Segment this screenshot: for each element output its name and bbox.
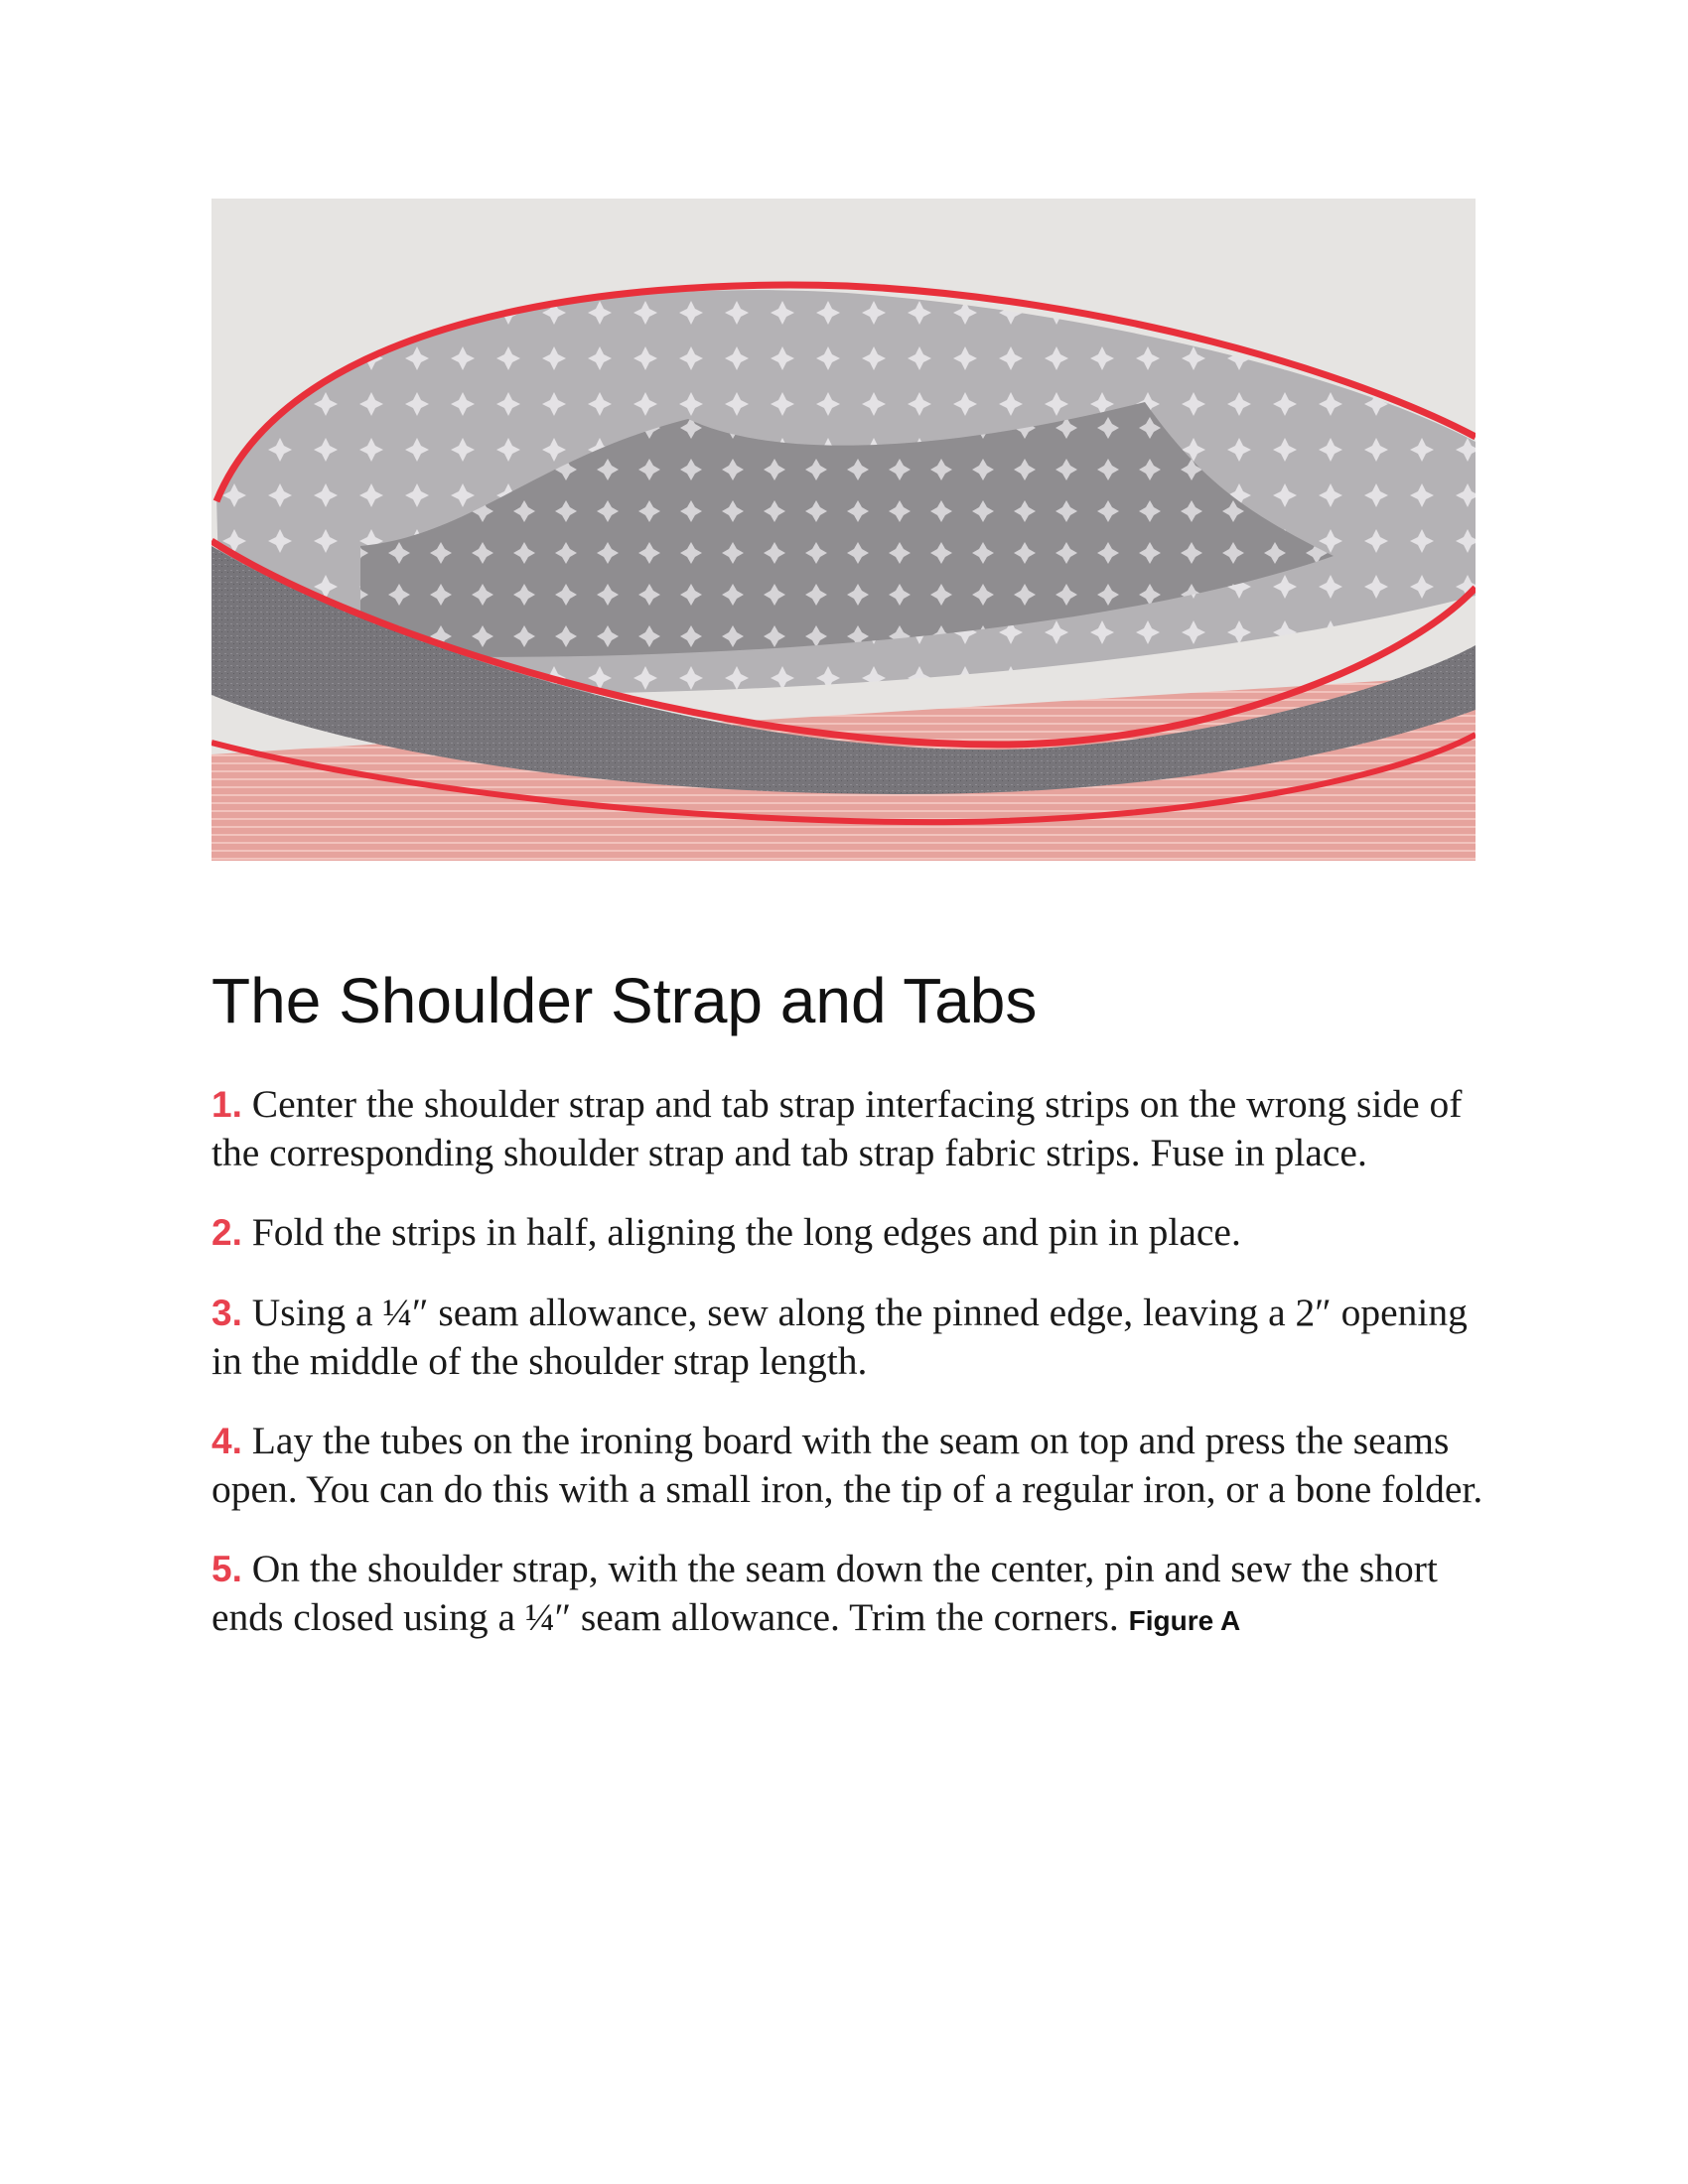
step-1 xyxy=(211,1080,1492,1176)
step-text: Fold the strips in half, aligning the long edges and pin in place. xyxy=(241,1210,1241,1254)
step-4 xyxy=(211,1417,1492,1513)
step-text: Using a ¼″ seam allowance, sew along the pinned edge, leaving a 2″ opening in the middle of the shoulder strap length. xyxy=(211,1291,1468,1383)
step-number: 2. xyxy=(211,1212,242,1253)
step-number: 3. xyxy=(211,1293,242,1333)
step-number: 1. xyxy=(211,1084,242,1125)
step-number: 5. xyxy=(211,1549,242,1589)
step-text: Lay the tubes on the ironing board with the seam on top and press the seams open. You can do this with a small iron, the tip of a regular iron, or a bone folder. xyxy=(211,1419,1483,1511)
bag-interior-photo xyxy=(211,199,1476,861)
step-2 xyxy=(211,1208,1492,1257)
step-text: On the shoulder strap, with the seam down the center, pin and sew the short ends closed using a ¼″ seam allowance. Trim the corners. xyxy=(211,1547,1438,1639)
section-heading: The Shoulder Strap and Tabs xyxy=(211,965,1038,1036)
step-number: 4. xyxy=(211,1421,242,1461)
instruction-list xyxy=(211,1080,1492,1677)
step-5 xyxy=(211,1545,1492,1645)
step-3 xyxy=(211,1289,1492,1385)
step-text: Center the shoulder strap and tab strap interfacing strips on the wrong side of the corresponding shoulder strap and tab strap fabric strips. Fuse in place. xyxy=(211,1082,1463,1174)
figure-reference: Figure A xyxy=(1128,1605,1241,1636)
